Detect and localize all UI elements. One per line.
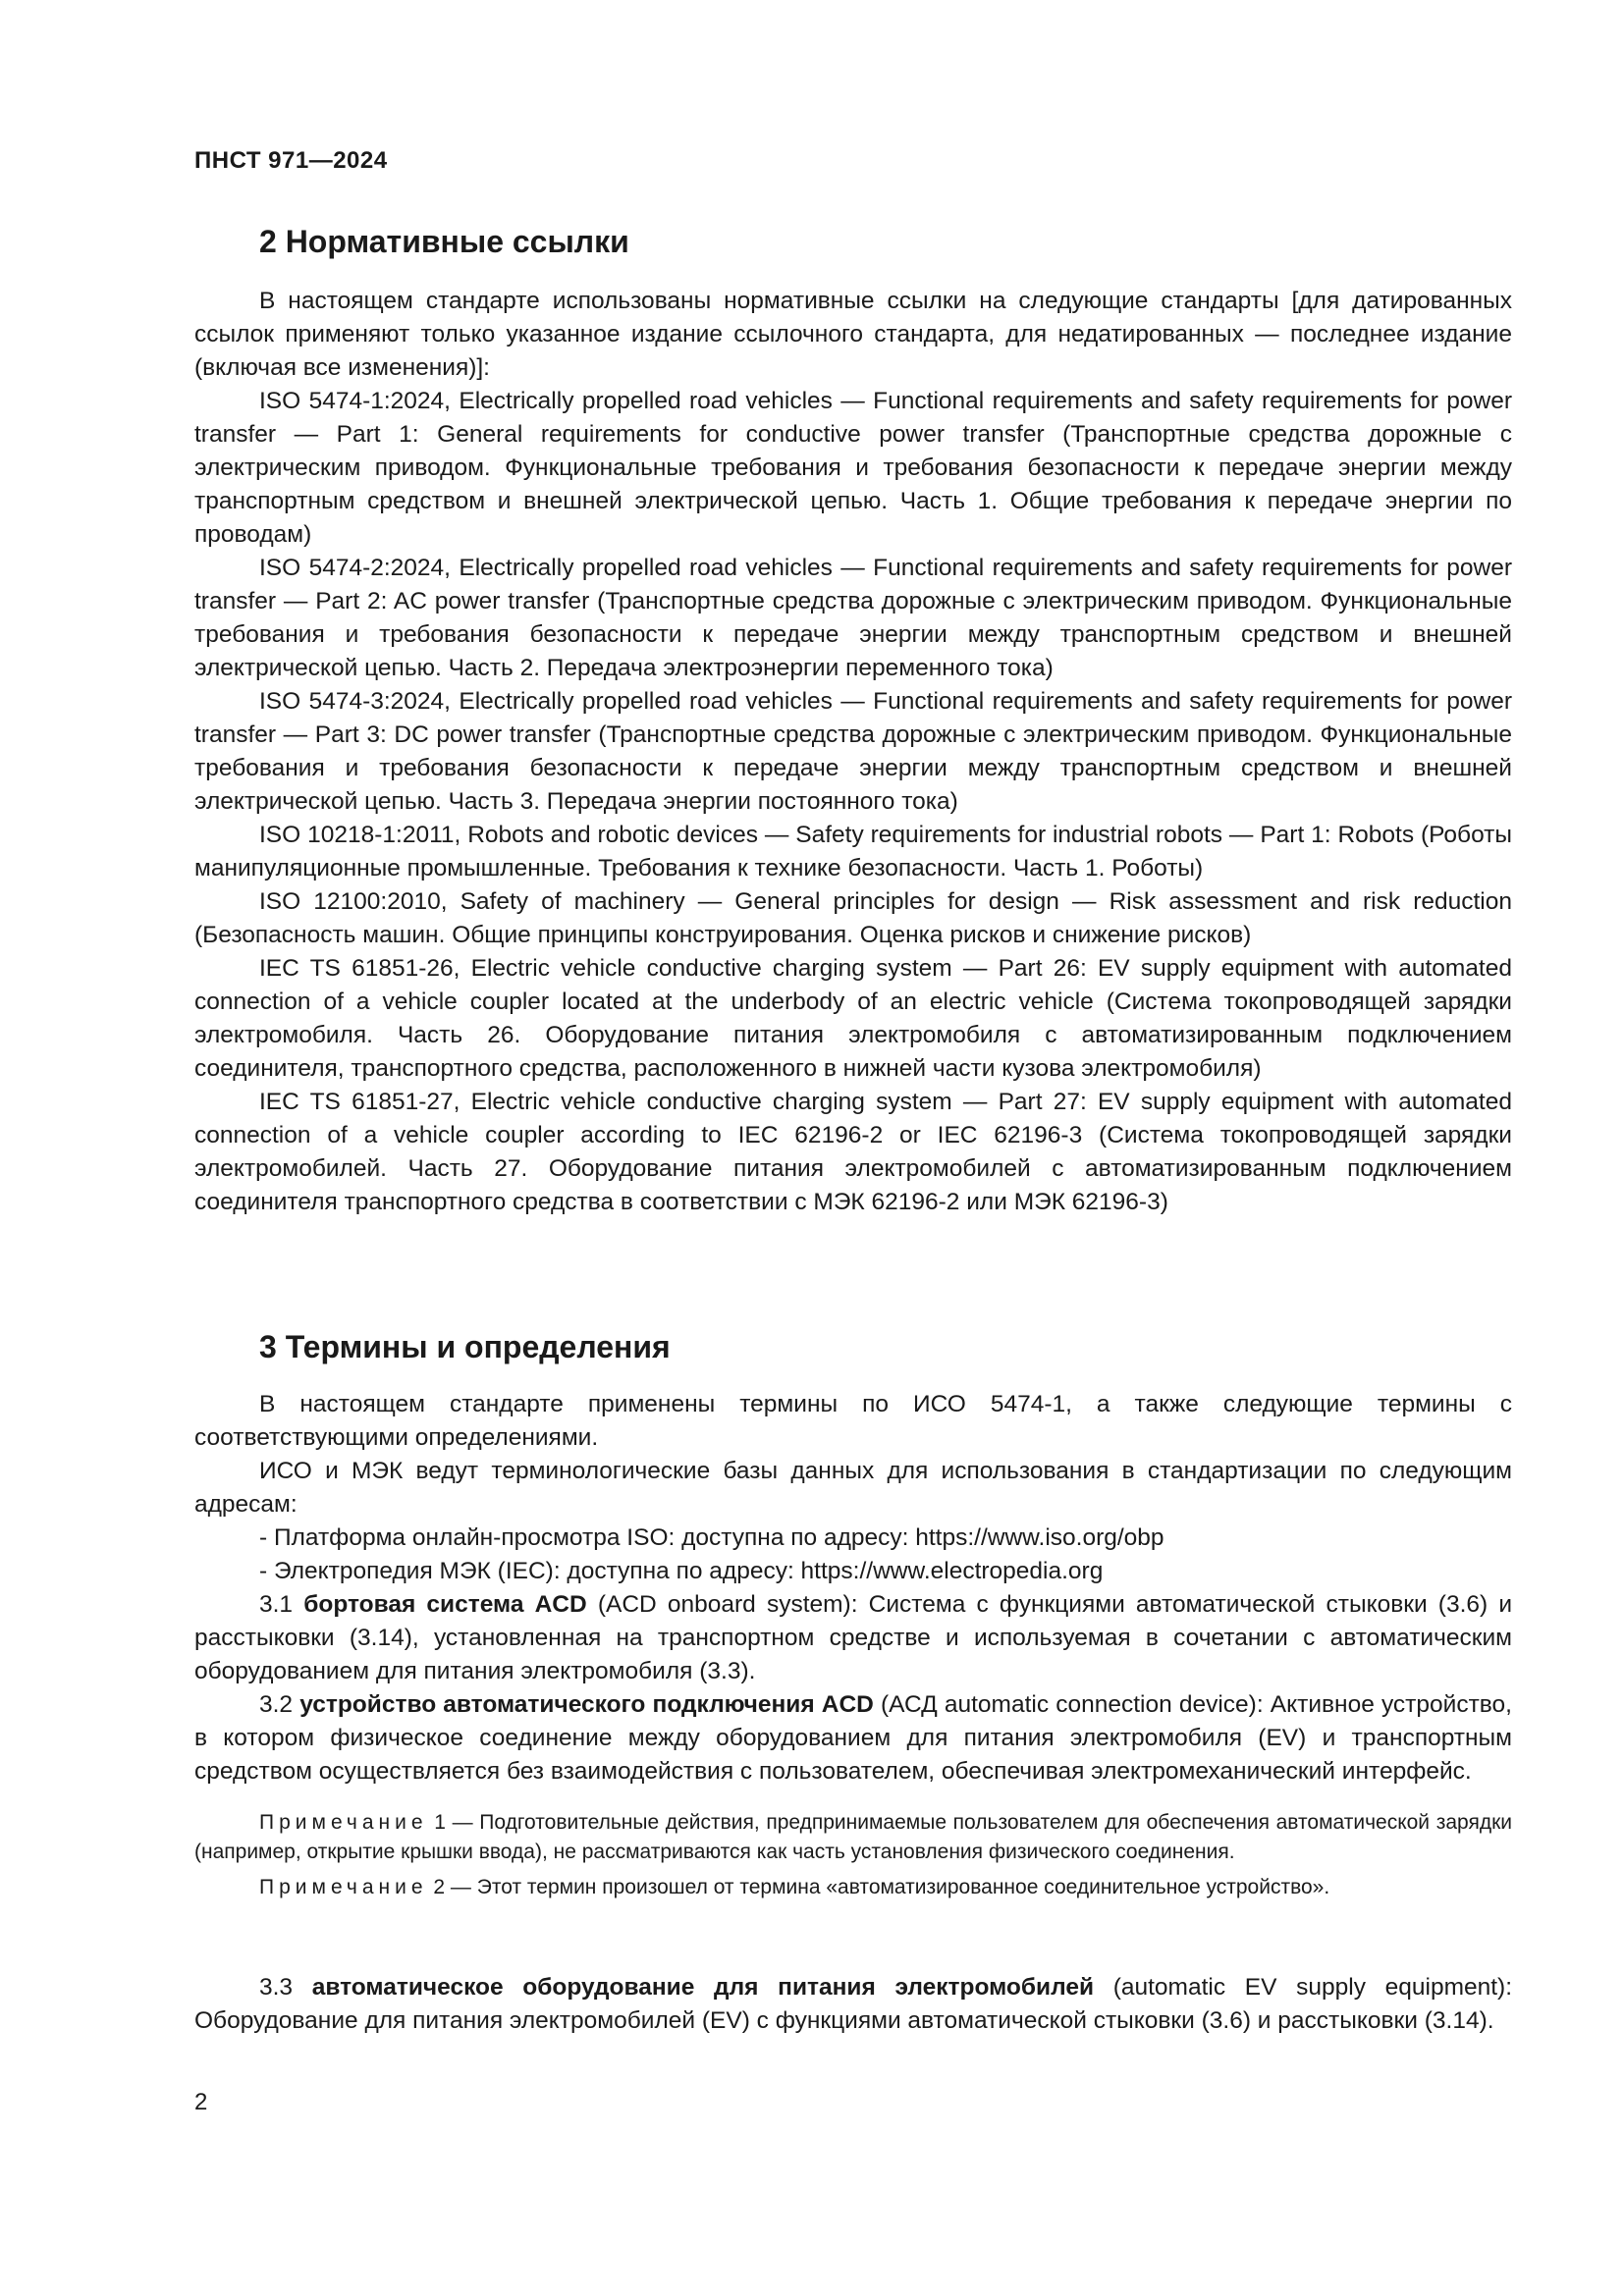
list-item-iso-obp: - Платформа онлайн-просмотра ISO: доступна по адресу: https://www.iso.org/obp xyxy=(259,1524,1164,1551)
term-3-3-block xyxy=(194,1971,1512,2038)
section-3-intro: В настоящем стандарте применены термины по ИСО 5474-1, а также следующие термины с соответствующими определениями. xyxy=(194,1391,1512,1451)
term-name: устройство автоматического подключения ACD xyxy=(299,1691,874,1718)
section-2-title: 2 Нормативные ссылки xyxy=(259,224,629,259)
term-number: 3.3 xyxy=(259,1974,294,2001)
term-3-2 xyxy=(194,1688,1512,1789)
note-2 xyxy=(194,1873,1512,1902)
note-text: 1 — Подготовительные действия, предпринимаемые пользователем для обеспечения автоматической зарядки (например, открытие крышки ввода), не рассматриваются как часть установления физического соединения. xyxy=(194,1811,1512,1863)
note-label: Примечание xyxy=(259,1876,428,1898)
term-definition: (automatic EV supply equipment): Оборудование для питания электромобилей (EV) с функциями автоматической стыковки (3.6) и расстыковки (3.14). xyxy=(194,1974,1513,2034)
term-3-1 xyxy=(194,1588,1512,1688)
document-code: ПНСТ 971—2024 xyxy=(194,147,388,174)
reference-item: ISO 5474-3:2024, Electrically propelled road vehicles — Functional requirements and safety requirements for power transfer — Part 3: DC power transfer (Транспортные средства дорожные с электрическим приводом. Функциональные требования и требования безопасности к передаче энергии между транспортным средством и внешней электрической цепью. Часть 3. Передача энергии постоянного тока) xyxy=(194,688,1512,815)
section-2-intro: В настоящем стандарте использованы нормативные ссылки на следующие стандарты [для датированных ссылок применяют только указанное издание ссылочного стандарта, для недатированных — последнее издание (включая все изменения)]: xyxy=(194,288,1512,381)
reference-item: ISO 10218-1:2011, Robots and robotic devices — Safety requirements for industrial robots — Part 1: Robots (Роботы манипуляционные промышленные. Требования к технике безопасности. Часть 1. Роботы) xyxy=(194,822,1512,881)
term-name: бортовая система ACD xyxy=(303,1591,587,1618)
term-3-3 xyxy=(194,1971,1512,2038)
note-label: Примечание xyxy=(259,1811,428,1834)
term-number: 3.1 xyxy=(259,1591,294,1618)
reference-item: IEC TS 61851-26, Electric vehicle conductive charging system — Part 26: EV supply equipment with automated connection of a vehicle coupler located at the underbody of an electric vehicle (Система токопроводящей зарядки электромобиля. Часть 26. Оборудование питания электромобиля с автоматизированным подключением соединителя, транспортного средства, расположенного в нижней части кузова электромобиля) xyxy=(194,955,1512,1082)
section-3-body xyxy=(194,1388,1512,1789)
page-number: 2 xyxy=(194,2089,208,2115)
term-definition: (АСД automatic connection device): Активное устройство, в котором физическое соединение между оборудованием для питания электромобиля (EV) и транспортным средством осуществляется без взаимодействия с пользователем, обеспечивая электромеханический интерфейс. xyxy=(194,1691,1512,1785)
note-text: 2 — Этот термин произошел от термина «автоматизированное соединительное устройство». xyxy=(433,1876,1330,1898)
reference-item: ISO 12100:2010, Safety of machinery — General principles for design — Risk assessment and risk reduction (Безопасность машин. Общие принципы конструирования. Оценка рисков и снижение рисков) xyxy=(194,888,1512,948)
section-3-title: 3 Термины и определения xyxy=(259,1329,671,1364)
reference-item: IEC TS 61851-27, Electric vehicle conductive charging system — Part 27: EV supply equipment with automated connection of a vehicle coupler according to IEC 62196-2 or IEC 62196-3 (Система токопроводящей зарядки электромобилей. Часть 27. Оборудование питания электромобилей с автоматизированным подключением соединителя транспортного средства в соответствии с МЭК 62196-2 или МЭК 62196-3) xyxy=(194,1089,1512,1215)
reference-item: ISO 5474-2:2024, Electrically propelled road vehicles — Functional requirements and safety requirements for power transfer — Part 2: AC power transfer (Транспортные средства дорожные с электрическим приводом. Функциональные требования и требования безопасности к передаче энергии между транспортным средством и внешней электрической цепью. Часть 2. Передача электроэнергии переменного тока) xyxy=(194,555,1512,681)
note-1 xyxy=(194,1808,1512,1867)
term-number: 3.2 xyxy=(259,1691,294,1718)
section-2-body xyxy=(194,285,1512,1219)
term-name: автоматическое оборудование для питания электромобилей xyxy=(311,1974,1095,2001)
notes-block xyxy=(194,1808,1512,1902)
reference-item: ISO 5474-1:2024, Electrically propelled road vehicles — Functional requirements and safety requirements for power transfer — Part 1: General requirements for conductive power transfer (Транспортные средства дорожные с электрическим приводом. Функциональные требования и требования безопасности к передаче энергии между транспортным средством и внешней электрической цепью. Часть 1. Общие требования к передаче энергии по проводам) xyxy=(194,388,1512,548)
term-definition: (ACD onboard system): Система с функциями автоматической стыковки (3.6) и расстыковки (3.14), установленная на транспортном средстве и используемая в сочетании с автоматическим оборудованием для питания электромобиля (3.3). xyxy=(194,1591,1512,1684)
section-3-intro-databases: ИСО и МЭК ведут терминологические базы данных для использования в стандартизации по следующим адресам: xyxy=(194,1458,1512,1518)
list-item-electropedia: - Электропедия МЭК (IEC): доступна по адресу: https://www.electropedia.org xyxy=(259,1558,1104,1584)
